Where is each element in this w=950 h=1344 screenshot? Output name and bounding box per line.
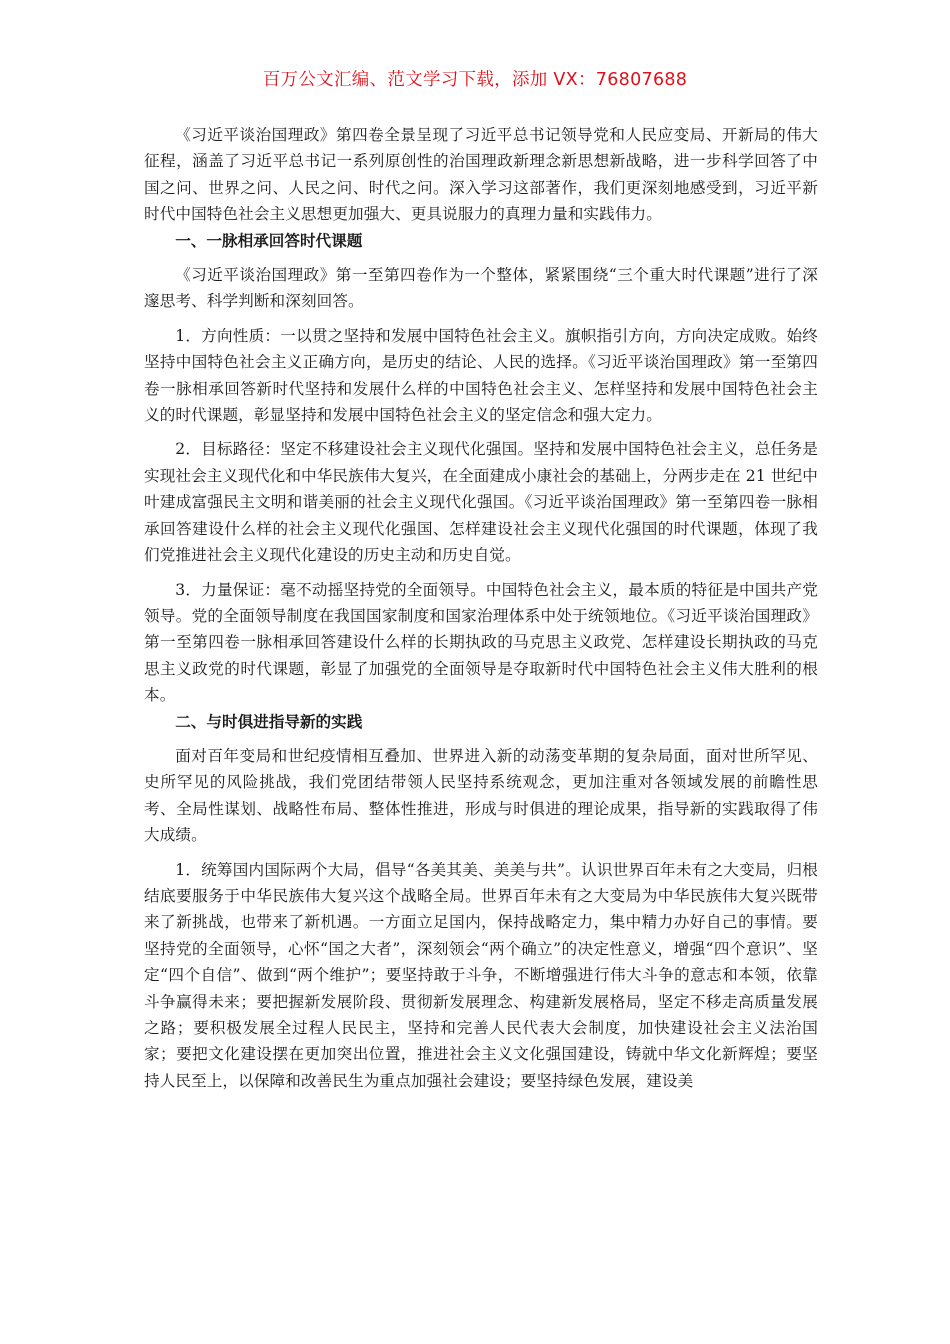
section-2-point-1: 1．统筹国内国际两个大局，倡导“各美其美、美美与共”。认识世界百年未有之大变局，归根结底要服务于中华民族伟大复兴这个战略全局。世界百年未有之大变局为中华民族伟大复兴既带来了新挑战，也带来了新机遇。一方面立足国内，保持战略定力，集中精力办好自己的事情。要坚持党的全面领导，心怀“国之大者”，深刻领会“两个确立”的决定性意义，增强“四个意识”、坚定“四个自信”、做到“两个维护”；要坚持敢于斗争，不断增强进行伟大斗争的意志和本领，依靠斗争赢得未来；要把握新发展阶段、贯彻新发展理念、构建新发展格局，坚定不移走高质量发展之路；要积极发展全过程人民民主，坚持和完善人民代表大会制度，加快建设社会主义法治国家；要把文化建设摆在更加突出位置，推进社会主义文化强国建设，铸就中华文化新辉煌；要坚持人民至上，以保障和改善民生为重点加强社会建设；要坚持绿色发展，建设美 xyxy=(144,860,818,1090)
section-1-point-3: 3．力量保证：毫不动摇坚持党的全面领导。中国特色社会主义，最本质的特征是中国共产党领导。党的全面领导制度在我国国家制度和国家治理体系中处于统领地位。《习近平谈治国理政》第一至第四卷一脉相承回答建设什么样的长期执政的马克思主义政党、怎样建设长期执政的马克思主义政党的时代课题，彰显了加强党的全面领导是夺取新时代中国特色社会主义伟大胜利的根本。 xyxy=(144,580,818,705)
section-2-heading: 二、与时俱进指导新的实践 xyxy=(175,712,363,731)
section-1-point-2: 2．目标路径：坚定不移建设社会主义现代化强国。坚持和发展中国特色社会主义，总任务是实现社会主义现代化和中华民族伟大复兴，在全面建成小康社会的基础上，分两步走在 21 世纪中叶建成富强民主文明和谐美丽的社会主义现代化强国。《习近平谈治国理政》第一至第四卷一脉相承回答建设什么样的社会主义现代化强国、怎样建设社会主义现代化强国的时代课题，体现了我们党推进社会主义现代化建设的历史主动和历史自觉。 xyxy=(144,440,818,565)
article-body xyxy=(144,122,818,1094)
header-banner: 百万公文汇编、范文学习下载，添加 VX：76807688 xyxy=(262,70,688,90)
intro-paragraph: 《习近平谈治国理政》第四卷全景呈现了习近平总书记领导党和人民应变局、开新局的伟大征程，涵盖了习近平总书记一系列原创性的治国理政新理念新思想新战略，进一步科学回答了中国之问、世界之问、人民之问、时代之问。深入学习这部著作，我们更深刻地感受到，习近平新时代中国特色社会主义思想更加强大、更具说服力的真理力量和实践伟力。 xyxy=(144,126,818,224)
section-2-lead: 面对百年变局和世纪疫情相互叠加、世界进入新的动荡变革期的复杂局面，面对世所罕见、史所罕见的风险挑战，我们党团结带领人民坚持系统观念，更加注重对各领域发展的前瞻性思考、全局性谋划、战略性布局、整体性推进，形成与时俱进的理论成果，指导新的实践取得了伟大成绩。 xyxy=(144,746,818,845)
section-1-lead: 《习近平谈治国理政》第一至第四卷作为一个整体，紧紧围绕“三个重大时代课题”进行了深邃思考、科学判断和深刻回答。 xyxy=(144,266,818,311)
section-1-point-1: 1．方向性质：一以贯之坚持和发展中国特色社会主义。旗帜指引方向，方向决定成败。始终坚持中国特色社会主义正确方向，是历史的结论、人民的选择。《习近平谈治国理政》第一至第四卷一脉相承回答新时代坚持和发展什么样的中国特色社会主义、怎样坚持和发展中国特色社会主义的时代课题，彰显坚持和发展中国特色社会主义的坚定信念和强大定力。 xyxy=(144,326,818,425)
section-1-heading: 一、一脉相承回答时代课题 xyxy=(175,231,363,250)
